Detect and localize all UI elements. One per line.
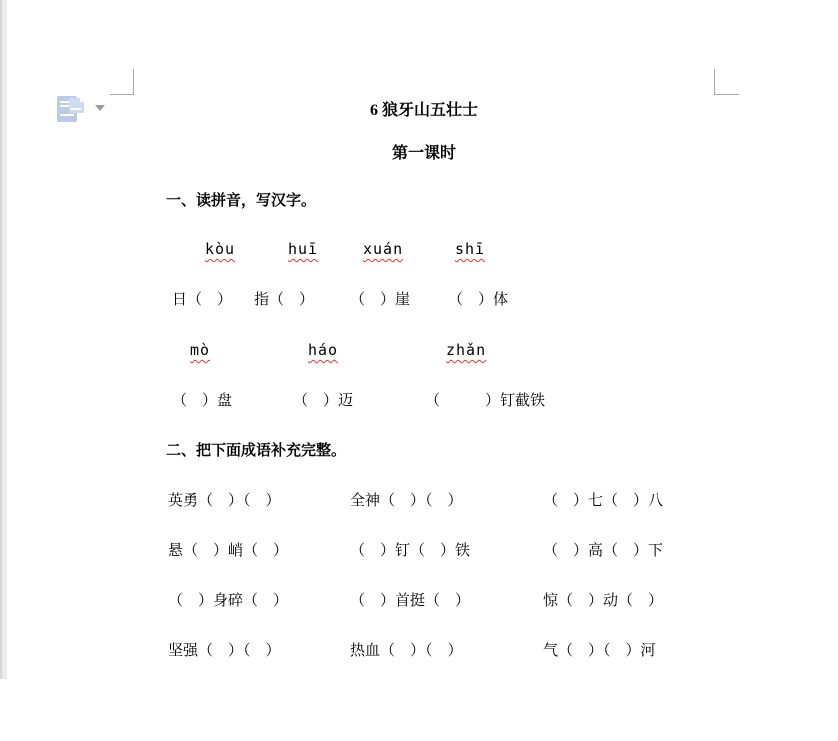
fill-blank-group: （ ）体 bbox=[448, 292, 509, 308]
idiom-row bbox=[7, 541, 838, 561]
idiom-cell: （ ）钉（ ）铁 bbox=[350, 543, 471, 559]
paste-options-button[interactable] bbox=[56, 93, 108, 125]
idiom-row bbox=[7, 491, 838, 511]
idiom-cell: 英勇（ ）（ ） bbox=[168, 493, 281, 509]
idiom-cell: 气（ ）（ ）河 bbox=[543, 643, 656, 659]
fill-blank-group: （ ）盘 bbox=[172, 393, 233, 409]
section2-heading: 二、把下面成语补充完整。 bbox=[166, 443, 347, 459]
pinyin-word: huī bbox=[288, 240, 319, 258]
pinyin-word: mò bbox=[190, 341, 211, 359]
document-title: 6 狼牙山五壮士 bbox=[369, 102, 478, 119]
fill-blank-group: 日（ ） bbox=[172, 292, 233, 308]
idiom-cell: （ ）七（ ）八 bbox=[543, 493, 664, 509]
app-background-strip bbox=[0, 0, 7, 679]
pinyin-row-2 bbox=[7, 340, 838, 360]
fill-blank-group: （ ）迈 bbox=[293, 393, 354, 409]
chevron-down-icon bbox=[95, 105, 105, 111]
fill-blank-group: （ ）崖 bbox=[350, 292, 411, 308]
idiom-cell: （ ）首挺（ ） bbox=[350, 593, 471, 609]
idiom-cell: 惊（ ）动（ ） bbox=[543, 593, 664, 609]
pinyin-word: zhǎn bbox=[446, 341, 487, 359]
fill-blank-group: 指（ ） bbox=[254, 292, 315, 308]
pinyin-word: kòu bbox=[205, 240, 236, 258]
margin-corner-mark-left bbox=[133, 69, 134, 95]
document-subtitle: 第一课时 bbox=[391, 145, 456, 162]
margin-corner-mark-left bbox=[110, 94, 134, 95]
idiom-cell: （ ）身碎（ ） bbox=[168, 593, 289, 609]
idiom-row bbox=[7, 641, 838, 661]
section1-heading: 一、读拼音，写汉字。 bbox=[166, 193, 317, 209]
idiom-row bbox=[7, 591, 838, 611]
fill-blank-group: （ ）钉截铁 bbox=[425, 393, 546, 409]
document-page bbox=[7, 0, 838, 679]
paste-clipboard-icon bbox=[56, 93, 90, 125]
margin-corner-mark-right bbox=[714, 94, 739, 95]
pinyin-row-1 bbox=[7, 239, 838, 259]
pinyin-word: shī bbox=[455, 240, 486, 258]
fill-blank-row-2 bbox=[7, 391, 838, 411]
idiom-cell: （ ）高（ ）下 bbox=[543, 543, 664, 559]
margin-corner-mark-right bbox=[714, 69, 715, 95]
idiom-cell: 坚强（ ）（ ） bbox=[168, 643, 281, 659]
pinyin-word: háo bbox=[308, 341, 339, 359]
idiom-cell: 热血（ ）（ ） bbox=[350, 643, 463, 659]
fill-blank-row-1 bbox=[7, 290, 838, 310]
idiom-cell: 全神（ ）（ ） bbox=[350, 493, 463, 509]
idiom-cell: 悬（ ）峭（ ） bbox=[168, 543, 289, 559]
pinyin-word: xuán bbox=[363, 240, 404, 258]
